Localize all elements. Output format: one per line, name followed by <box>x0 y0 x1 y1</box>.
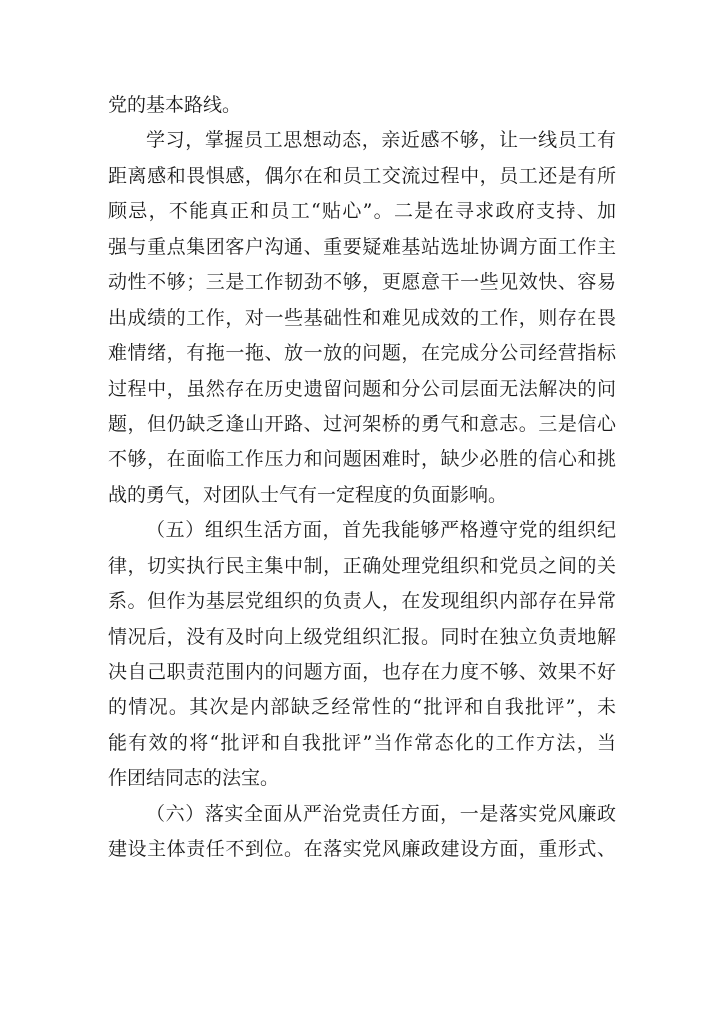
text-line: 难情绪，有拖一拖、放一放的问题，在完成分公司经营指标 <box>108 342 616 365</box>
text-line: 律，切实执行民主集中制，正确处理党组织和党员之间的关 <box>108 554 616 577</box>
text-line: 决自己职责范围内的问题方面，也存在力度不够、效果不好 <box>108 661 616 683</box>
text-line: 的情况。其次是内部缺乏经常性的“批评和自我批评”，未 <box>108 696 616 719</box>
text-line: 强与重点集团客户沟通、重要疑难基站选址协调方面工作主 <box>108 235 616 258</box>
text-line: 作团结同志的法宝。 <box>108 767 280 790</box>
text-line: 建设主体责任不到位。在落实党风廉政建设方面，重形式、 <box>108 838 616 861</box>
text-line: 情况后，没有及时向上级党组织汇报。同时在独立负责地解 <box>108 625 616 648</box>
text-line: 距离感和畏惧感，偶尔在和员工交流过程中，员工还是有所 <box>108 164 616 187</box>
section-heading-line: （五）组织生活方面，首先我能够严格遵守党的组织纪 <box>146 519 616 542</box>
document-body <box>108 88 616 868</box>
text-line: 题，但仍缺乏逢山开路、过河架桥的勇气和意志。三是信心 <box>108 412 616 435</box>
text-line: 系。但作为基层党组织的负责人，在发现组织内部存在异常 <box>108 590 616 613</box>
text-line: 过程中，虽然存在历史遗留问题和分公司层面无法解决的问 <box>108 377 616 400</box>
text-line: 出成绩的工作，对一些基础性和难见成效的工作，则存在畏 <box>108 306 616 329</box>
text-line: 战的勇气，对团队士气有一定程度的负面影响。 <box>108 483 508 506</box>
text-line: 党的基本路线。 <box>108 94 242 116</box>
section-heading-line: （六）落实全面从严治党责任方面，一是落实党风廉政 <box>146 802 616 825</box>
text-line: 顾忌，不能真正和员工“贴心”。二是在寻求政府支持、加 <box>108 200 616 223</box>
text-line: 学习，掌握员工思想动态，亲近感不够，让一线员工有 <box>146 129 616 152</box>
text-line: 不够，在面临工作压力和问题困难时，缺少必胜的信心和挑 <box>108 448 616 471</box>
text-line: 动性不够；三是工作韧劲不够，更愿意干一些见效快、容易 <box>108 271 616 294</box>
text-line: 能有效的将“批评和自我批评”当作常态化的工作方法，当 <box>108 731 616 754</box>
